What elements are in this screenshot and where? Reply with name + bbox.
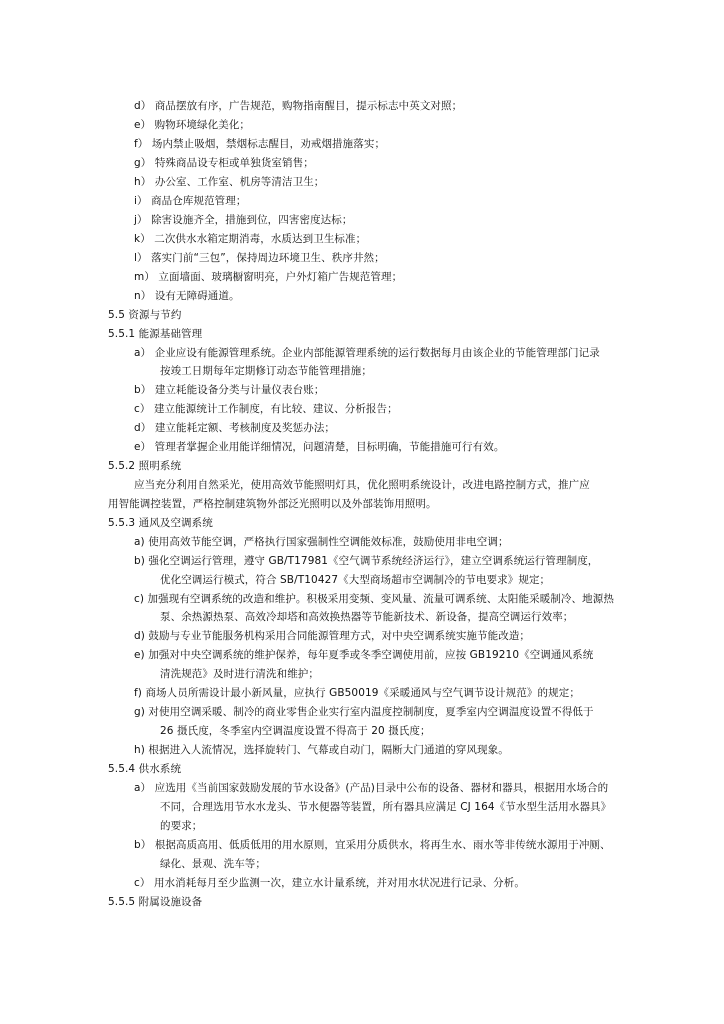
- item-text: 场内禁止吸烟，禁烟标志醒目，劝戒烟措施落实；: [151, 138, 386, 150]
- item-text: 商品仓库规范管理；: [151, 195, 247, 207]
- item-marker: c）: [134, 403, 151, 415]
- item-text: 使用高效节能空调，严格执行国家强制性空调能效标准，鼓励使用非电空调；: [148, 536, 509, 548]
- item-text: 根据高质高用、低质低用的用水原则，宜采用分质供水，将再生水、雨水等非传统水源用于冲厕、: [154, 839, 611, 851]
- item-marker: a）: [134, 347, 152, 359]
- item-text: 强化空调运行管理，遵守 GB/T17981《空气调节系统经济运行》，建立空调系统运行管理制度，: [148, 555, 599, 567]
- list-item-continuation: 不同，合理选用节水水龙头、节水便器等装置，所有器具应满足 CJ 164《节水型生活用水器具》: [160, 801, 612, 813]
- item-marker: h）: [134, 176, 152, 188]
- section-heading: 5.5.2 照明系统: [108, 460, 182, 472]
- item-marker: f）: [134, 138, 149, 150]
- section-heading: 5.5.3 通风及空调系统: [108, 517, 213, 529]
- item-text: 购物环境绿化美化；: [154, 119, 251, 131]
- item-text: 加强现有空调系统的改造和维护。积极采用变频、变风量、流量可调系统、太阳能采暖制冷、地源热: [147, 593, 614, 605]
- list-item: [134, 251, 385, 265]
- list-item: [134, 838, 611, 852]
- item-text: 用水消耗每月至少监测一次，建立水计量系统，并对用水状况进行记录、分析。: [153, 877, 525, 889]
- item-text: 管理者掌握企业用能详细情况，问题清楚，目标明确，节能措施可行有效。: [154, 441, 505, 453]
- item-marker: d）: [134, 422, 152, 434]
- item-text: 办公室、工作室、机房等清洁卫生；: [154, 176, 325, 188]
- list-item: [134, 743, 509, 757]
- list-item: [134, 705, 594, 719]
- list-item: [134, 213, 352, 227]
- list-item-continuation: 26 摄氏度，冬季室内空调温度设置不得高于 20 摄氏度；: [160, 725, 431, 737]
- list-item: [134, 118, 250, 132]
- list-item-continuation: 绿化、景观、洗车等；: [160, 858, 266, 870]
- item-marker: g）: [134, 157, 152, 169]
- item-text: 商场人员所需设计最小新风量，应执行 GB50019《采暖通风与空气调节设计规范》的规定；: [145, 687, 580, 699]
- item-text: 建立能源统计工作制度，有比较、建议、分析报告；: [153, 403, 398, 415]
- list-item: [134, 440, 504, 454]
- list-item-continuation: 泵、余热源热泵、高效冷却塔和高效换热器等节能新技术、新设备，提高空调运行效率；: [160, 611, 574, 623]
- list-item: [134, 648, 593, 662]
- item-marker: i）: [134, 195, 148, 207]
- list-item: [134, 629, 530, 643]
- list-item: [134, 270, 402, 284]
- item-text: 商品摆放有序，广告规范，购物指南醒目，提示标志中英文对照；: [154, 100, 463, 112]
- item-text: 加强对中央空调系统的维护保养，每年夏季或冬季空调使用前，应按 GB19210《空调通风系统: [148, 649, 594, 661]
- item-text: 建立能耗定额、考核制度及奖惩办法；: [154, 422, 336, 434]
- list-item: [134, 421, 335, 435]
- list-item: [134, 289, 240, 303]
- item-marker: a): [134, 536, 145, 548]
- item-text: 建立耗能设备分类与计量仪表台账；: [154, 384, 325, 396]
- item-text: 特殊商品设专柜或单独货室销售；: [154, 157, 314, 169]
- item-marker: h): [134, 744, 145, 756]
- item-text: 设有无障碍通道。: [154, 290, 240, 302]
- item-text: 落实门前“三包”，保持周边环境卫生、秩序井然；: [151, 252, 385, 264]
- section-heading: 5.5.4 供水系统: [108, 763, 182, 775]
- list-item: [134, 781, 608, 795]
- list-item: [134, 156, 314, 170]
- list-item: [134, 402, 398, 416]
- section-heading: 5.5 资源与节约: [108, 309, 182, 321]
- list-item: [134, 592, 614, 606]
- list-item: [134, 232, 366, 246]
- item-text: 二次供水水箱定期消毒，水质达到卫生标准；: [154, 233, 367, 245]
- item-text: 根据进入人流情况，选择旋转门、气幕或自动门，隔断大门通道的穿风现象。: [148, 744, 509, 756]
- list-item-continuation: 的要求；: [160, 820, 203, 832]
- item-text: 应选用《当前国家鼓励发展的节水设备》(产品)目录中公布的设备、器材和器具，根据用水场合的: [154, 782, 609, 794]
- item-marker: j）: [134, 214, 148, 226]
- list-item: [134, 876, 525, 890]
- item-marker: d): [134, 630, 145, 642]
- item-marker: d）: [134, 100, 152, 112]
- item-text: 企业应设有能源管理系统。企业内部能源管理系统的运行数据每月由该企业的节能管理部门记录: [154, 347, 600, 359]
- item-marker: e）: [134, 441, 152, 453]
- item-marker: b）: [134, 839, 152, 851]
- paragraph-line: 应当充分利用自然采光，使用高效节能照明灯具，优化照明系统设计，改进电路控制方式，推广应: [134, 479, 590, 491]
- list-item: [134, 383, 324, 397]
- item-marker: c): [134, 593, 145, 605]
- item-marker: b): [134, 555, 145, 567]
- list-item: [134, 686, 580, 700]
- item-text: 除害设施齐全，措施到位，四害密度达标；: [151, 214, 353, 226]
- item-marker: e): [134, 649, 145, 661]
- list-item: [134, 554, 598, 568]
- list-item-continuation: 按竣工日期每年定期修订动态节能管理措施；: [160, 365, 372, 377]
- item-marker: c）: [134, 877, 151, 889]
- item-marker: k）: [134, 233, 151, 245]
- section-heading: 5.5.5 附属设施设备: [108, 896, 203, 908]
- list-item: [134, 137, 385, 151]
- list-item: [134, 346, 600, 360]
- item-marker: m）: [134, 271, 155, 283]
- list-item: [134, 535, 509, 549]
- item-marker: a）: [134, 782, 152, 794]
- section-heading: 5.5.1 能源基础管理: [108, 328, 203, 340]
- item-marker: e）: [134, 119, 152, 131]
- item-marker: l）: [134, 252, 148, 264]
- list-item-continuation: 优化空调运行模式，符合 SB/T10427《大型商场超市空调制冷的节电要求》规定；: [160, 574, 551, 586]
- item-text: 立面墙面、玻璃橱窗明亮，户外灯箱广告规范管理；: [158, 271, 403, 283]
- paragraph-line: 用智能调控装置，严格控制建筑物外部泛光照明以及外部装饰用照明。: [108, 498, 437, 510]
- item-marker: b）: [134, 384, 152, 396]
- list-item: [134, 194, 246, 208]
- item-marker: n）: [134, 290, 152, 302]
- list-item-continuation: 清洗规范》及时进行清洗和维护；: [160, 668, 319, 680]
- item-text: 对使用空调采暖、制冷的商业零售企业实行室内温度控制制度，夏季室内空调温度设置不得低于: [148, 706, 594, 718]
- item-text: 鼓励与专业节能服务机构采用合同能源管理方式，对中央空调系统实施节能改造；: [148, 630, 531, 642]
- item-marker: f): [134, 687, 142, 699]
- list-item: [134, 175, 324, 189]
- item-marker: g): [134, 706, 145, 718]
- list-item: [134, 99, 462, 113]
